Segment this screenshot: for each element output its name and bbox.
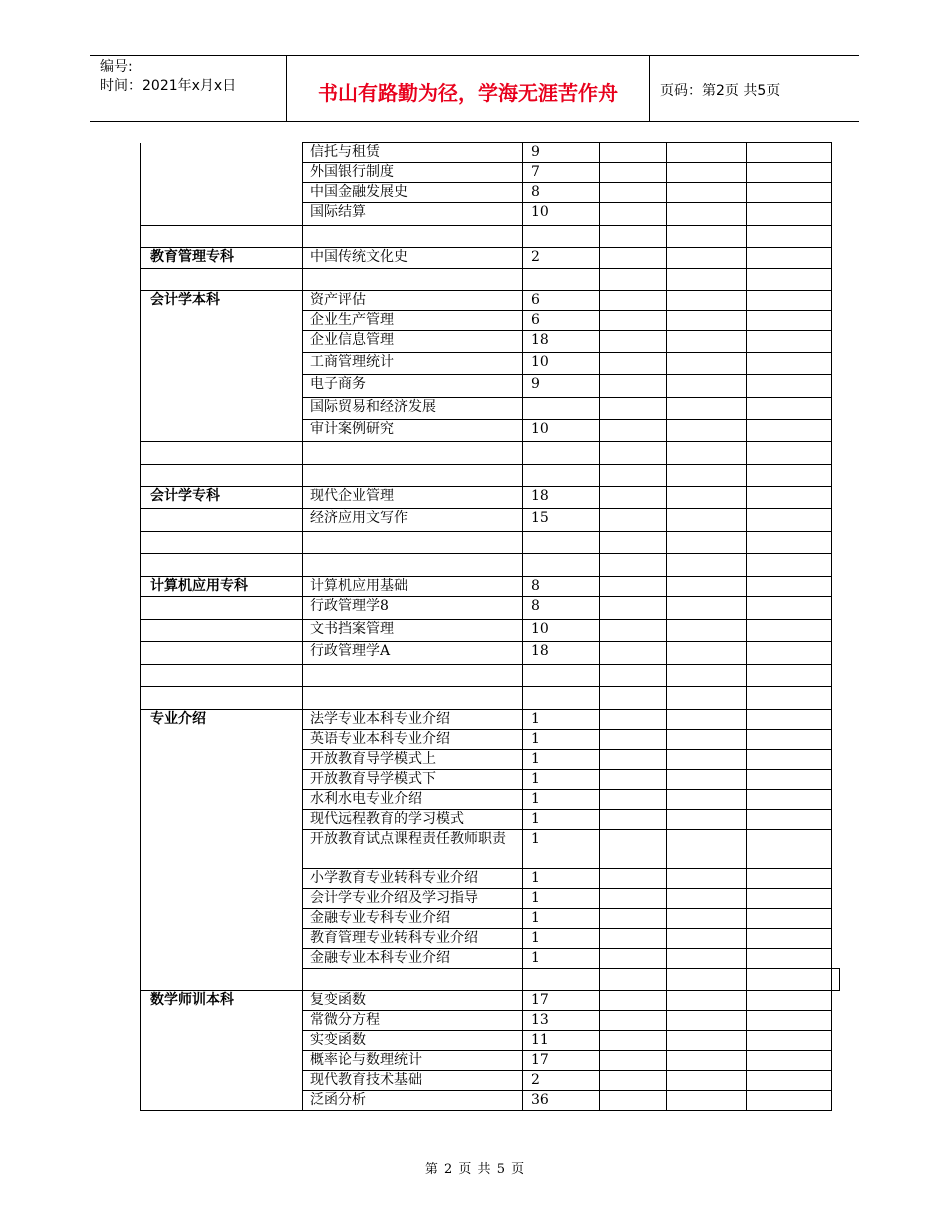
course-cell: 外国银行制度	[303, 163, 523, 183]
doc-time-label: 时间：2021年x月x日	[100, 78, 237, 94]
blank-cell	[667, 577, 747, 597]
hours-cell: 17	[523, 991, 600, 1011]
blank-cell	[600, 183, 667, 203]
hours-cell: 2	[523, 1071, 600, 1091]
major-cell: 计算机应用专科	[141, 577, 303, 597]
course-cell: 开放教育导学模式上	[303, 750, 523, 770]
blank-cell	[667, 183, 747, 203]
blank-cell	[747, 1051, 832, 1071]
course-cell: 企业信息管理	[303, 331, 523, 353]
hours-cell: 10	[523, 420, 600, 442]
major-cell	[141, 687, 303, 710]
blank-cell	[600, 331, 667, 353]
hours-cell: 2	[523, 248, 600, 269]
hours-cell: 10	[523, 620, 600, 642]
table-row	[141, 642, 840, 665]
blank-cell	[667, 790, 747, 810]
course-cell: 审计案例研究	[303, 420, 523, 442]
blank-cell	[600, 909, 667, 929]
course-cell: 开放教育试点课程责任教师职责	[303, 830, 523, 869]
hours-cell: 36	[523, 1091, 600, 1111]
blank-cell	[747, 730, 832, 750]
blank-cell	[747, 642, 832, 665]
hours-cell: 1	[523, 750, 600, 770]
course-table	[140, 142, 840, 1111]
blank-cell	[667, 442, 747, 465]
course-cell: 中国金融发展史	[303, 183, 523, 203]
blank-cell	[600, 1091, 667, 1111]
blank-cell	[747, 577, 832, 597]
blank-cell	[600, 710, 667, 730]
hours-cell: 18	[523, 331, 600, 353]
table-row	[141, 687, 840, 710]
course-cell: 行政管理学A	[303, 642, 523, 665]
course-cell: 中国传统文化史	[303, 248, 523, 269]
hours-cell: 15	[523, 509, 600, 532]
blank-cell	[600, 509, 667, 532]
blank-cell	[600, 487, 667, 509]
course-cell: 现代远程教育的学习模式	[303, 810, 523, 830]
hours-cell: 1	[523, 909, 600, 929]
blank-cell	[747, 790, 832, 810]
blank-cell	[747, 597, 832, 620]
hours-cell	[523, 465, 600, 487]
table-row	[141, 532, 840, 554]
major-cell: 专业介绍	[141, 710, 303, 991]
blank-cell	[600, 269, 667, 291]
hours-cell: 1	[523, 869, 600, 889]
hours-cell: 1	[523, 889, 600, 909]
header-divider-right	[649, 56, 650, 121]
major-cell	[141, 143, 303, 226]
blank-cell	[600, 830, 667, 869]
course-cell: 企业生产管理	[303, 311, 523, 331]
blank-cell	[600, 311, 667, 331]
course-cell: 国际贸易和经济发展	[303, 398, 523, 420]
major-cell	[141, 597, 303, 620]
major-cell	[141, 665, 303, 687]
hours-cell	[600, 969, 667, 991]
blank-cell	[667, 353, 747, 375]
blank-cell	[667, 143, 747, 163]
hours-cell: 6	[523, 311, 600, 331]
blank-cell	[747, 487, 832, 509]
blank-cell	[600, 532, 667, 554]
course-cell	[303, 665, 523, 687]
blank-cell	[747, 710, 832, 730]
blank-cell	[600, 687, 667, 710]
blank-cell	[600, 597, 667, 620]
blank-cell	[667, 398, 747, 420]
blank-cell	[600, 465, 667, 487]
blank-cell	[832, 969, 840, 991]
blank-cell	[667, 1011, 747, 1031]
hours-cell: 8	[523, 183, 600, 203]
hours-cell: 8	[523, 597, 600, 620]
major-cell: 数学师训本科	[141, 991, 303, 1111]
blank-cell	[747, 1011, 832, 1031]
table-row	[141, 269, 840, 291]
blank-cell	[667, 770, 747, 790]
page-footer: 第 2 页 共 5 页	[424, 1162, 526, 1177]
blank-cell	[600, 730, 667, 750]
blank-cell	[747, 1091, 832, 1111]
hours-cell	[523, 442, 600, 465]
course-cell	[303, 554, 523, 577]
course-cell: 金融专业本科专业介绍	[303, 949, 523, 969]
table-row	[141, 248, 840, 269]
header-top-rule	[90, 55, 859, 56]
course-cell: 金融专业专科专业介绍	[303, 909, 523, 929]
blank-cell	[747, 442, 832, 465]
major-cell: 会计学专科	[141, 487, 303, 509]
major-cell	[141, 554, 303, 577]
blank-cell	[600, 790, 667, 810]
blank-cell	[747, 869, 832, 889]
course-cell: 资产评估	[303, 291, 523, 311]
header-meta	[100, 58, 236, 96]
blank-cell	[600, 291, 667, 311]
hours-cell: 13	[523, 1011, 600, 1031]
course-cell	[303, 532, 523, 554]
course-cell: 经济应用文写作	[303, 509, 523, 532]
blank-cell	[667, 830, 747, 869]
major-cell	[303, 969, 523, 991]
blank-cell	[600, 665, 667, 687]
course-cell: 计算机应用基础	[303, 577, 523, 597]
hours-cell: 8	[523, 577, 600, 597]
blank-cell	[667, 991, 747, 1011]
major-cell	[141, 269, 303, 291]
blank-cell	[747, 1031, 832, 1051]
course-cell: 水利水电专业介绍	[303, 790, 523, 810]
blank-cell	[600, 442, 667, 465]
blank-cell	[667, 642, 747, 665]
blank-cell	[600, 143, 667, 163]
header-bottom-rule	[90, 121, 859, 122]
blank-cell	[747, 554, 832, 577]
blank-cell	[667, 750, 747, 770]
course-cell: 法学专业本科专业介绍	[303, 710, 523, 730]
blank-cell	[600, 1071, 667, 1091]
major-cell: 教育管理专科	[141, 248, 303, 269]
table-row	[141, 665, 840, 687]
hours-cell: 1	[523, 710, 600, 730]
hours-cell: 1	[523, 929, 600, 949]
table-row	[141, 620, 840, 642]
hours-cell: 18	[523, 642, 600, 665]
blank-cell	[747, 163, 832, 183]
hours-cell	[523, 269, 600, 291]
course-cell: 小学教育专业转科专业介绍	[303, 869, 523, 889]
blank-cell	[667, 331, 747, 353]
blank-cell	[600, 949, 667, 969]
blank-cell	[600, 1031, 667, 1051]
blank-cell	[600, 226, 667, 248]
blank-cell	[747, 991, 832, 1011]
blank-cell	[667, 810, 747, 830]
blank-cell	[667, 1051, 747, 1071]
blank-cell	[667, 665, 747, 687]
course-cell: 复变函数	[303, 991, 523, 1011]
blank-cell	[747, 311, 832, 331]
hours-cell: 9	[523, 143, 600, 163]
blank-cell	[667, 269, 747, 291]
blank-cell	[667, 1071, 747, 1091]
hours-cell: 1	[523, 810, 600, 830]
blank-cell	[600, 1011, 667, 1031]
table-row	[141, 465, 840, 487]
blank-cell	[667, 710, 747, 730]
course-cell: 概率论与数理统计	[303, 1051, 523, 1071]
hours-cell	[523, 687, 600, 710]
blank-cell	[747, 248, 832, 269]
blank-cell	[600, 620, 667, 642]
blank-cell	[667, 465, 747, 487]
blank-cell	[747, 465, 832, 487]
blank-cell	[667, 532, 747, 554]
blank-cell	[747, 620, 832, 642]
hours-cell: 1	[523, 770, 600, 790]
blank-cell	[667, 311, 747, 331]
blank-cell	[747, 291, 832, 311]
hours-cell: 11	[523, 1031, 600, 1051]
blank-cell	[667, 487, 747, 509]
table-row	[141, 509, 840, 532]
major-cell	[141, 620, 303, 642]
blank-cell	[600, 163, 667, 183]
blank-cell	[747, 687, 832, 710]
hours-cell: 18	[523, 487, 600, 509]
hours-cell: 10	[523, 203, 600, 226]
course-cell	[303, 442, 523, 465]
blank-cell	[747, 269, 832, 291]
course-cell	[303, 465, 523, 487]
blank-cell	[747, 949, 832, 969]
table-row	[141, 487, 840, 509]
table-row	[141, 291, 840, 311]
table-row	[141, 143, 840, 163]
blank-cell	[667, 248, 747, 269]
blank-cell	[667, 203, 747, 226]
blank-cell	[600, 929, 667, 949]
blank-cell	[747, 830, 832, 869]
major-cell	[141, 226, 303, 248]
blank-cell	[600, 248, 667, 269]
course-cell: 文书挡案管理	[303, 620, 523, 642]
blank-cell	[600, 420, 667, 442]
course-cell: 电子商务	[303, 375, 523, 398]
course-cell: 现代教育技术基础	[303, 1071, 523, 1091]
blank-cell	[747, 375, 832, 398]
blank-cell	[600, 398, 667, 420]
course-cell: 行政管理学8	[303, 597, 523, 620]
course-cell	[303, 687, 523, 710]
doc-code-label: 编号:	[100, 59, 133, 75]
blank-cell	[747, 1071, 832, 1091]
blank-cell	[600, 991, 667, 1011]
course-cell: 教育管理专业转科专业介绍	[303, 929, 523, 949]
blank-cell	[600, 889, 667, 909]
blank-cell	[667, 1091, 747, 1111]
hours-cell: 1	[523, 830, 600, 869]
course-cell	[523, 969, 600, 991]
blank-cell	[667, 620, 747, 642]
table-row	[141, 597, 840, 620]
blank-cell	[600, 642, 667, 665]
blank-cell	[747, 183, 832, 203]
blank-cell	[747, 420, 832, 442]
blank-cell	[600, 750, 667, 770]
blank-cell	[747, 143, 832, 163]
major-cell: 会计学本科	[141, 291, 303, 442]
table-row	[141, 710, 840, 730]
hours-cell	[523, 398, 600, 420]
blank-cell	[747, 889, 832, 909]
course-cell	[303, 226, 523, 248]
blank-cell	[667, 949, 747, 969]
course-cell	[303, 269, 523, 291]
hours-cell	[523, 554, 600, 577]
blank-cell	[747, 969, 832, 991]
blank-cell	[600, 554, 667, 577]
blank-cell	[667, 420, 747, 442]
major-cell	[141, 642, 303, 665]
hours-cell: 17	[523, 1051, 600, 1071]
course-cell: 英语专业本科专业介绍	[303, 730, 523, 750]
course-cell: 会计学专业介绍及学习指导	[303, 889, 523, 909]
blank-cell	[600, 810, 667, 830]
blank-cell	[747, 770, 832, 790]
blank-cell	[600, 353, 667, 375]
blank-cell	[747, 909, 832, 929]
hours-cell: 6	[523, 291, 600, 311]
course-cell: 实变函数	[303, 1031, 523, 1051]
course-cell: 常微分方程	[303, 1011, 523, 1031]
major-cell	[141, 532, 303, 554]
blank-cell	[747, 509, 832, 532]
blank-cell	[667, 375, 747, 398]
hours-cell	[523, 532, 600, 554]
blank-cell	[667, 869, 747, 889]
course-cell: 信托与租赁	[303, 143, 523, 163]
blank-cell	[747, 665, 832, 687]
blank-cell	[667, 889, 747, 909]
course-cell: 开放教育导学模式下	[303, 770, 523, 790]
hours-cell: 7	[523, 163, 600, 183]
blank-cell	[667, 597, 747, 620]
hours-cell: 9	[523, 375, 600, 398]
blank-cell	[667, 509, 747, 532]
blank-cell	[600, 375, 667, 398]
blank-cell	[747, 226, 832, 248]
hours-cell	[523, 226, 600, 248]
table-row	[141, 226, 840, 248]
blank-cell	[747, 203, 832, 226]
blank-cell	[667, 687, 747, 710]
blank-cell	[747, 331, 832, 353]
blank-cell	[600, 577, 667, 597]
blank-cell	[667, 226, 747, 248]
table-row	[141, 554, 840, 577]
blank-cell	[747, 398, 832, 420]
blank-cell	[747, 353, 832, 375]
blank-cell	[600, 1051, 667, 1071]
table-row	[141, 442, 840, 465]
major-cell	[141, 509, 303, 532]
blank-cell	[667, 554, 747, 577]
blank-cell	[600, 869, 667, 889]
blank-cell	[667, 929, 747, 949]
table-row	[141, 577, 840, 597]
hours-cell	[523, 665, 600, 687]
hours-cell: 1	[523, 949, 600, 969]
course-cell: 工商管理统计	[303, 353, 523, 375]
blank-cell	[747, 810, 832, 830]
hours-cell: 1	[523, 790, 600, 810]
course-cell: 泛函分析	[303, 1091, 523, 1111]
table-row	[141, 991, 840, 1011]
blank-cell	[667, 909, 747, 929]
blank-cell	[667, 163, 747, 183]
blank-cell	[600, 770, 667, 790]
blank-cell	[667, 1031, 747, 1051]
blank-cell	[747, 750, 832, 770]
blank-cell	[667, 969, 747, 991]
blank-cell	[600, 203, 667, 226]
hours-cell: 1	[523, 730, 600, 750]
major-cell	[141, 442, 303, 465]
blank-cell	[747, 532, 832, 554]
blank-cell	[747, 929, 832, 949]
header-motto: 书山有路勤为径，学海无涯苦作舟	[318, 81, 618, 105]
hours-cell: 10	[523, 353, 600, 375]
blank-cell	[667, 291, 747, 311]
header-page-number: 页码：第2页 共5页	[660, 83, 781, 99]
course-cell: 国际结算	[303, 203, 523, 226]
blank-cell	[667, 730, 747, 750]
course-cell: 现代企业管理	[303, 487, 523, 509]
major-cell	[141, 465, 303, 487]
